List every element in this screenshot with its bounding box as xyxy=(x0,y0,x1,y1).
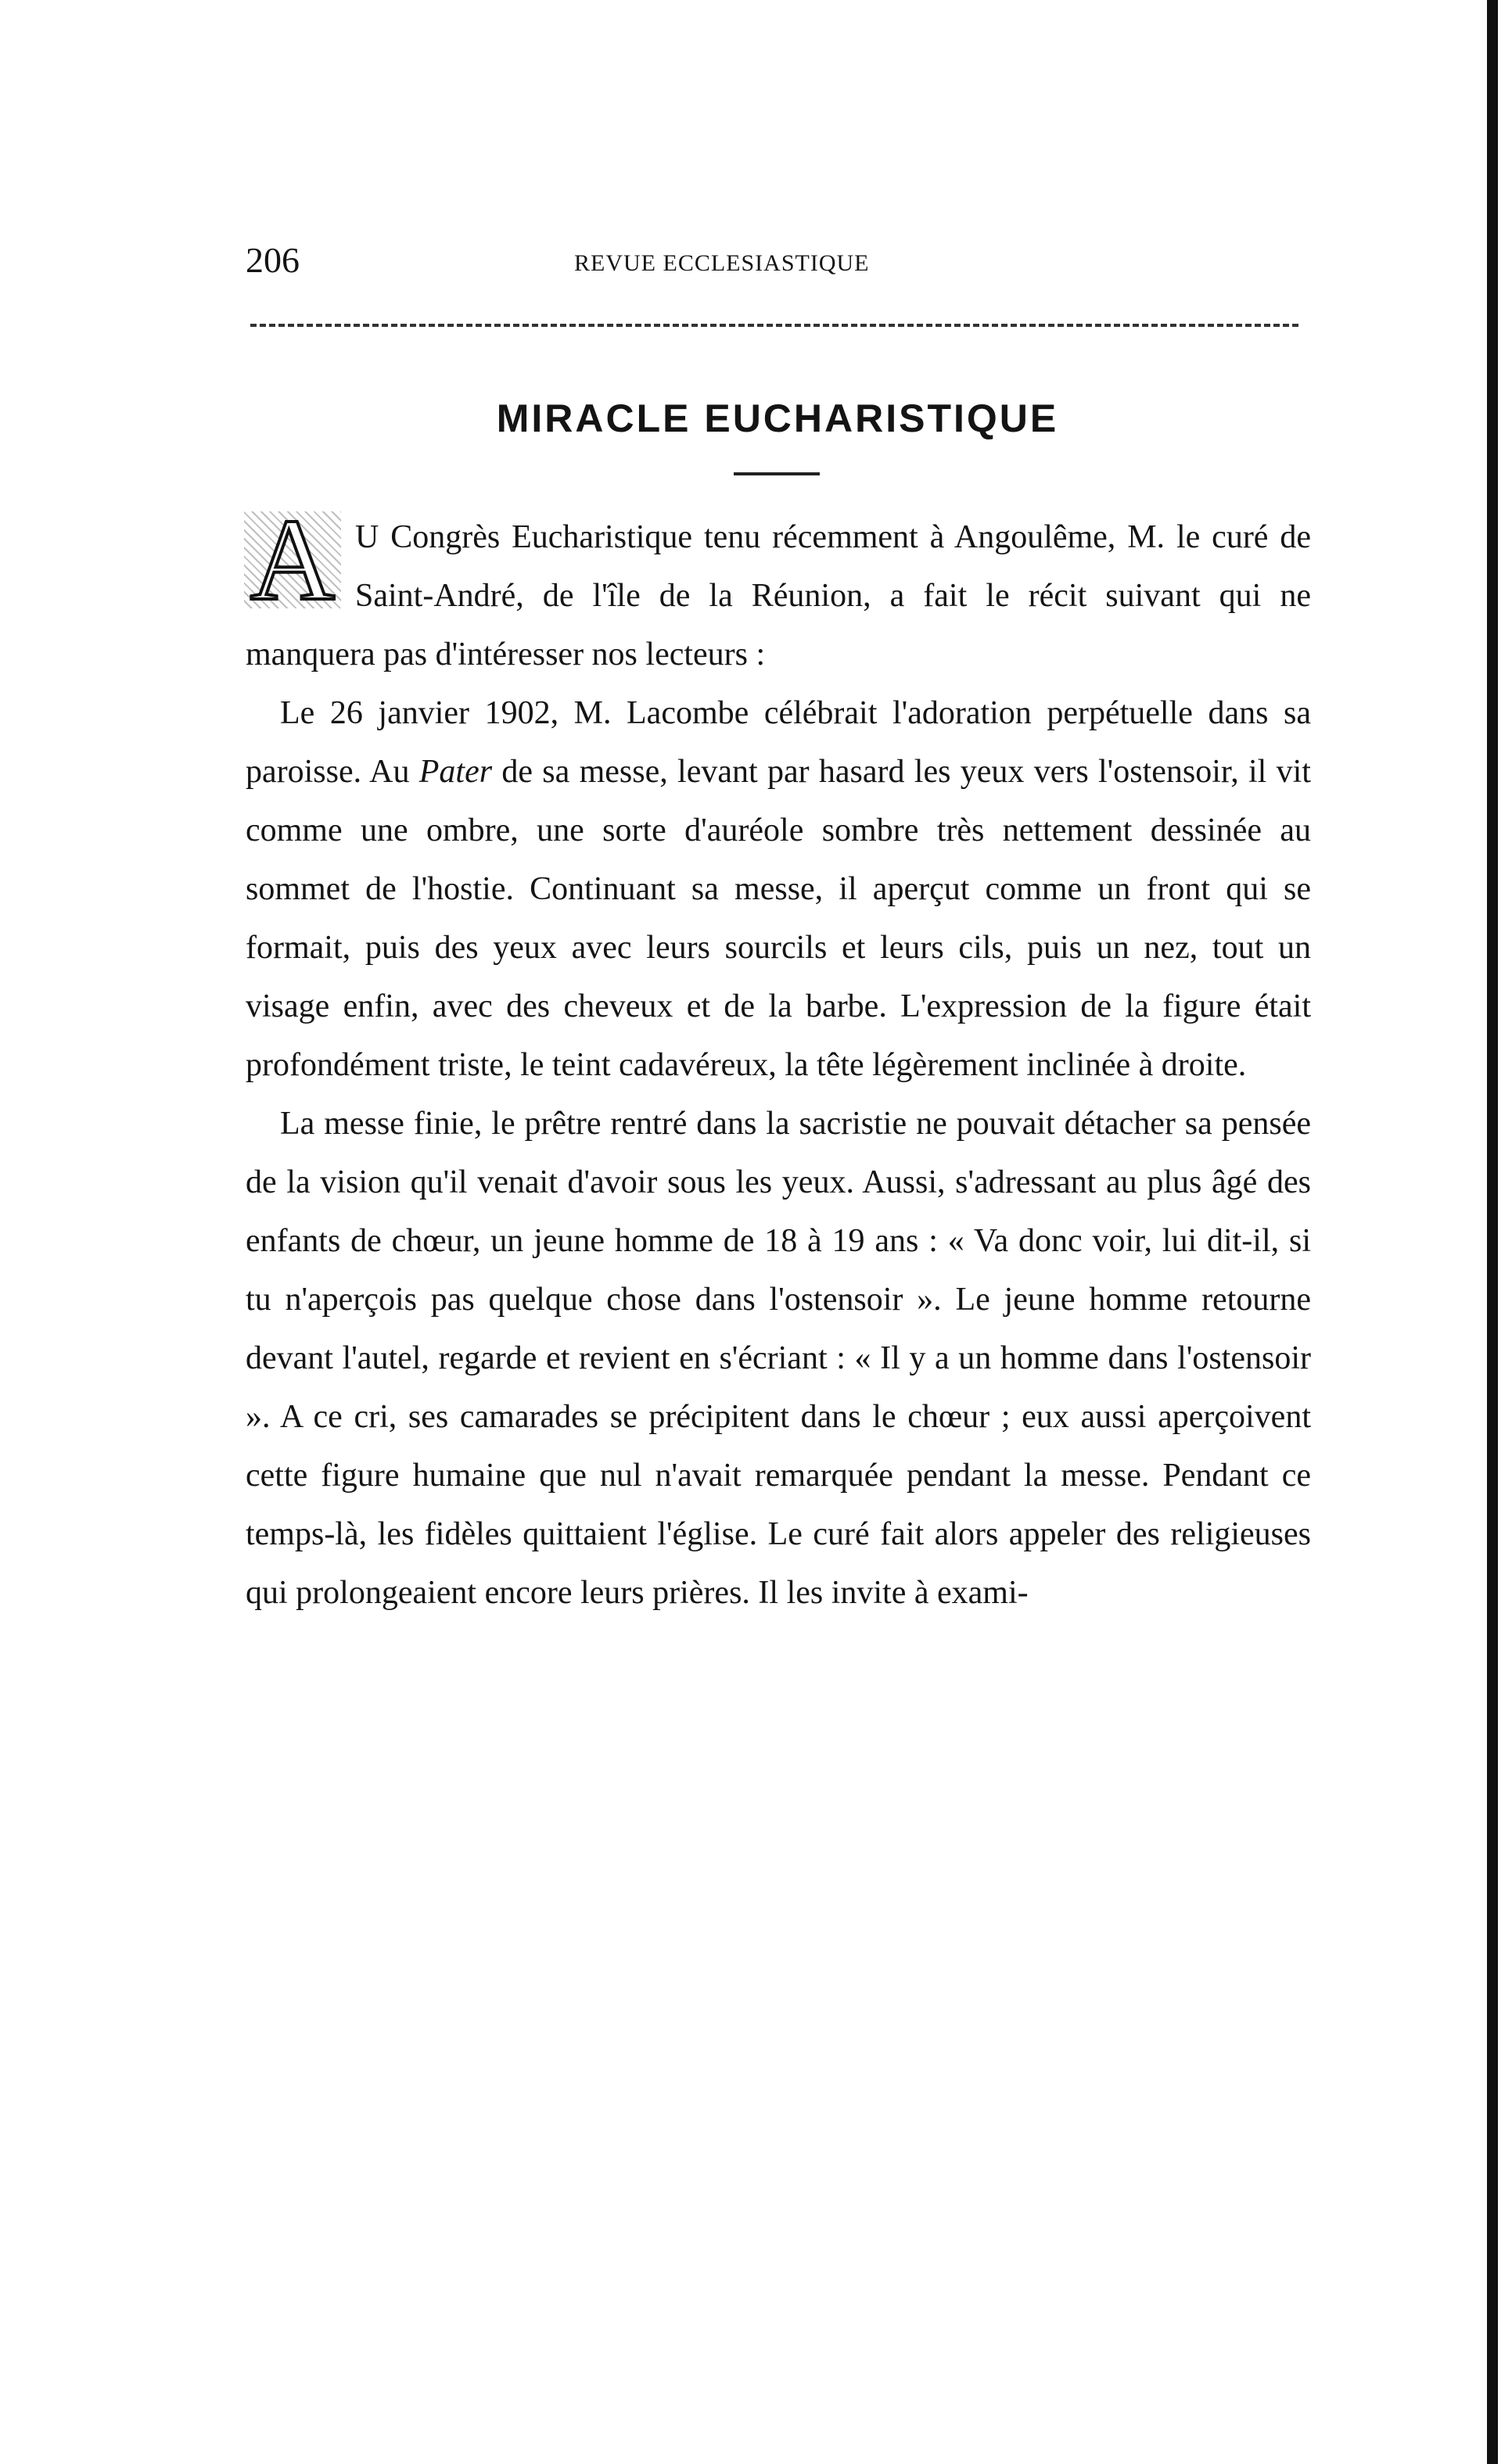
title-rule xyxy=(734,472,820,475)
article-body xyxy=(246,508,1311,1623)
paragraph-3-text: La messe finie, le prêtre rentré dans la sacristie ne pouvait détacher sa pensée de la vision qu'il venait d'avoir sous les yeux. Aussi, s'adressant au plus âgé des enfants de chœur, un jeune homme de 18 à 19 ans : « Va donc voir, lui dit-il, si tu n'aperçois pas quelque chose dans l'ostensoir ». Le jeune homme retourne devant l'autel, regarde et revient en s'écriant : « Il y a un homme dans l'ostensoir ». A ce cri, ses camarades se précipitent dans le chœur ; eux aussi aperçoivent cette figure humaine que nul n'avait remarquée pendant la messe. Pendant ce temps-là, les fidèles quittaient l'église. Le curé fait alors appeler des religieuses qui prolongeaient encore leurs prières. Il les invite à exami- xyxy=(246,1106,1311,1611)
paragraph-2 xyxy=(246,684,1311,1095)
paragraph-1 xyxy=(246,508,1311,684)
page-number: 206 xyxy=(246,240,300,280)
paragraph-3 xyxy=(246,1095,1311,1623)
header-rule xyxy=(250,324,1298,327)
article-title: MIRACLE EUCHARISTIQUE xyxy=(496,396,1059,440)
paragraph-2-text-b: de sa messe, levant par hasard les yeux vers l'ostensoir, il vit comme une ombre, une sorte d'auréole sombre très nettement dessinée au sommet de l'hostie. Continuant sa messe, il aperçut comme un front qui se formait, puis des yeux avec leurs sourcils et leurs cils, puis un nez, tout un visage enfin, avec des cheveux et de la barbe. L'expression de la figure était profondément triste, le teint cadavéreux, la tête légèrement inclinée à droite. xyxy=(246,754,1311,1083)
page-header xyxy=(246,239,1309,294)
page-edge-bar xyxy=(1487,0,1498,2464)
drop-cap-letter: A xyxy=(244,511,341,608)
paragraph-2-text-a: Le 26 janvier 1902, M. Lacombe célébrait l'adoration perpétuelle dans sa paroisse. Au xyxy=(246,695,1311,790)
paragraph-1-text: U Congrès Eucharistique tenu récemment à Angoulême, M. le curé de Saint-André, de l'île de la Réunion, a fait le récit suivant qui ne manquera pas d'intéresser nos lecteurs : xyxy=(246,519,1311,672)
pater-italic: Pater xyxy=(418,754,493,790)
running-head: REVUE ECCLESIASTIQUE xyxy=(574,250,870,276)
